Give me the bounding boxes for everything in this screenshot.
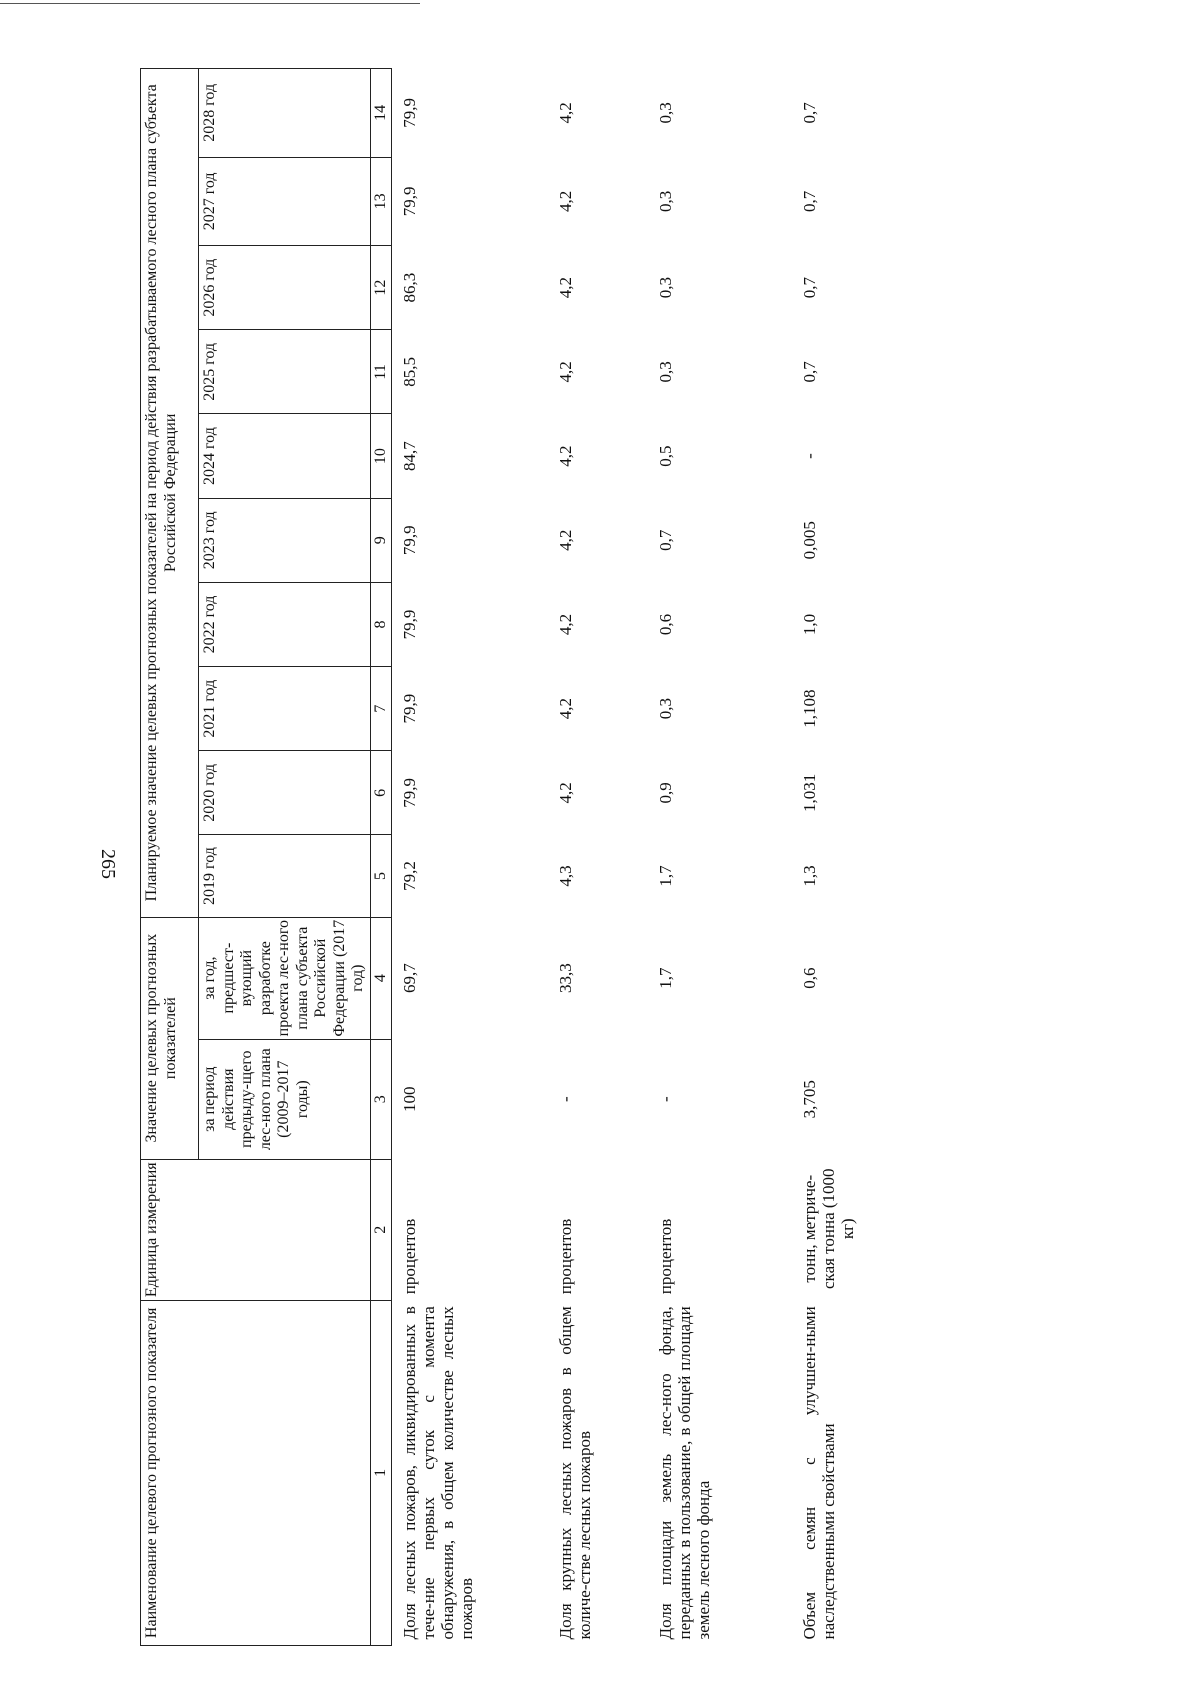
value-cell: 69,7 [399, 963, 419, 993]
header-prev-year: за год, предшест-вующий разработке проекта лес-ного плана субъекта Российской Федерации (2017 год) [199, 917, 371, 1039]
value-cell: 0,7 [799, 361, 819, 383]
value-cell: 0,7 [655, 529, 675, 551]
header-year-2023: 2023 год [199, 498, 371, 582]
column-number: 10 [370, 414, 391, 498]
column-number: 9 [370, 498, 391, 582]
header-planned-group: Планируемое значение целевых прогнозных показателей на период действия разрабатываемого лесного плана субъекта Российской Федерации [141, 69, 199, 918]
column-number: 5 [370, 835, 391, 917]
value-cell: 3,705 [799, 1080, 819, 1119]
header-unit: Единица измерения [141, 1159, 371, 1300]
value-cell: 84,7 [399, 441, 419, 471]
top-rule [0, 3, 420, 4]
value-cell: 79,9 [399, 609, 419, 640]
value-cell: 1,7 [655, 967, 675, 989]
column-number: 8 [370, 582, 391, 666]
value-cell: 1,0 [799, 613, 819, 636]
value-cell: 4,2 [555, 190, 575, 212]
value-cell: 1,031 [799, 773, 819, 812]
header-value-group: Значение целевых прогнозных показателей [141, 917, 199, 1159]
value-cell: 0,7 [799, 277, 819, 299]
header-year-2019: 2019 год [199, 835, 371, 917]
value-cell: 79,9 [399, 97, 419, 128]
value-cell: 79,2 [399, 861, 419, 891]
value-cell: 79,9 [399, 778, 419, 808]
forecast-indicators-table [140, 68, 910, 1646]
value-cell: - [555, 1096, 575, 1103]
column-number: 12 [370, 246, 391, 330]
header-year-2022: 2022 год [199, 582, 371, 666]
value-cell: 0,005 [799, 521, 819, 560]
value-cell: 0,3 [655, 102, 675, 124]
indicator-name: Объем семян с улучшен-ными наследственными свойствами [799, 1306, 838, 1640]
table-row [391, 69, 548, 1646]
page-number: 265 [97, 849, 119, 879]
value-cell: 0,3 [655, 361, 675, 383]
value-cell: 0,9 [655, 782, 675, 804]
value-cell: - [655, 1096, 675, 1103]
indicator-unit: тонн, метриче-ская тонна (1000 кг) [799, 1168, 857, 1289]
value-cell: 79,9 [399, 693, 419, 724]
column-number: 11 [370, 330, 391, 414]
header-year-2026: 2026 год [199, 246, 371, 330]
column-number: 1 [370, 1300, 391, 1645]
value-cell: 4,2 [555, 529, 575, 551]
value-cell: 1,3 [799, 865, 819, 887]
header-year-2028: 2028 год [199, 69, 371, 158]
header-year-2025: 2025 год [199, 330, 371, 414]
value-cell: 100 [399, 1086, 419, 1112]
table-row [792, 69, 910, 1646]
header-indicator-name: Наименование целевого прогнозного показателя [141, 1300, 371, 1645]
value-cell: 0,3 [655, 277, 675, 299]
table-row [648, 69, 792, 1646]
value-cell: 85,5 [399, 356, 419, 387]
value-cell: 0,7 [799, 190, 819, 212]
value-cell: 0,3 [655, 698, 675, 720]
header-year-2020: 2020 год [199, 751, 371, 835]
indicator-name: Доля крупных лесных пожаров в общем количе-стве лесных пожаров [555, 1306, 594, 1640]
column-number: 4 [370, 917, 391, 1039]
indicator-unit: процентов [555, 1218, 575, 1295]
value-cell: 33,3 [555, 963, 575, 993]
value-cell: 1,7 [655, 865, 675, 887]
column-number: 14 [370, 69, 391, 158]
indicator-unit: процентов [399, 1218, 419, 1295]
value-cell: 0,6 [799, 967, 819, 989]
header-year-2021: 2021 год [199, 667, 371, 751]
column-number: 7 [370, 667, 391, 751]
column-number: 2 [370, 1159, 391, 1300]
rotated-table-stage [140, 68, 1010, 1646]
column-number: 6 [370, 751, 391, 835]
value-cell: 4,2 [555, 445, 575, 467]
header-year-2027: 2027 год [199, 157, 371, 245]
value-cell: 0,5 [655, 445, 675, 467]
column-number: 3 [370, 1039, 391, 1159]
value-cell: 0,3 [655, 190, 675, 212]
column-number-row [370, 69, 391, 1646]
header-year-2024: 2024 год [199, 414, 371, 498]
value-cell: 4,2 [555, 361, 575, 383]
value-cell: - [799, 453, 819, 459]
value-cell: 0,7 [799, 102, 819, 124]
value-cell: 0,6 [655, 613, 675, 636]
value-cell: 4,2 [555, 782, 575, 804]
value-cell: 1,108 [799, 689, 819, 728]
value-cell: 4,2 [555, 613, 575, 636]
value-cell: 4,2 [555, 277, 575, 299]
value-cell: 79,9 [399, 186, 419, 217]
indicator-name: Доля лесных пожаров, ликвидированных в тече-ние первых суток с момента обнаружения, в общем количестве лесных пожаров [399, 1306, 476, 1640]
table-row [548, 69, 648, 1646]
value-cell: 86,3 [399, 272, 419, 303]
indicator-name: Доля площади земель лес-ного фонда, переданных в пользование, в общей площади земель лесного фонда [655, 1306, 713, 1640]
column-number: 13 [370, 157, 391, 245]
value-cell: 79,9 [399, 525, 419, 556]
header-prev-period: за период действия предыду-щего лес-ного плана (2009–2017 годы) [199, 1039, 371, 1159]
value-cell: 4,3 [555, 865, 575, 887]
value-cell: 4,2 [555, 698, 575, 720]
indicator-unit: процентов [655, 1218, 675, 1295]
value-cell: 4,2 [555, 102, 575, 124]
